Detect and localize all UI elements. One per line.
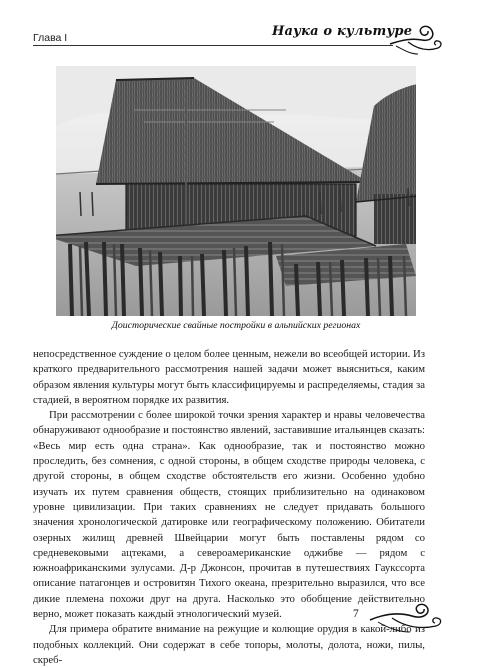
flourish-ornament-icon: [388, 20, 444, 60]
figure-caption: Доисторические свайные постройки в альпийских регионах: [111, 320, 361, 331]
paragraph: непосредственное суждение о целом более ценным, нежели во всеобщей истории. Из краткого предварительного рассмотрения нашей задачи может выясниться, каким образом явления культуры могут быть классифицируемы и распределяемы, стадия за стадией, в вероятном порядке их развития.: [33, 348, 425, 406]
stilt-house-photo: [56, 66, 416, 316]
page-number: 7: [353, 608, 359, 620]
flourish-ornament-icon: [366, 598, 446, 638]
series-title: Наука о культуре: [272, 24, 413, 39]
chapter-label: Глава I: [33, 32, 68, 44]
paragraph: При рассмотрении с более широкой точки зрения характер и нравы человечества обнаруживают однообразие и постоянство явлений, заставившие итальянцев сказать: «Весь мир есть одна страна». Как однообразие, так и постоянство можно проследить, без сомнения, с одной стороны, в общем сходстве природы человека, с другой стороны, в общем сходстве обстоятельств его жизни. Особенно удобно изучать их путем сравнения обществ, стоящих приблизительно на одинаковом уровне цивилизации. При таких сравнениях не следует придавать большого значения хронологической датировке или географическому положению. Обитатели озерных жилищ древней Швейцарии могут быть поставлены рядом со средневековыми ацтеками, а североамериканские оджибве — рядом с южноафриканскими зулусами. Д-р Джонсон, прочитав в путешествиях Гаукссорта описание патагонцев и островитян Тихого океана, презрительно выразился, что все дикие племена похожи друг на друга. Насколько это обобщение действительно верно, может показать каждый этнологический музей.: [33, 409, 425, 621]
header-rule: [33, 45, 393, 46]
paragraph: Для примера обратите внимание на режущие и колющие орудия в какой-либо из подобных коллекций. Они содержат в себе топоры, молоты, долота, ножи, пилы, скреб-: [33, 623, 425, 666]
